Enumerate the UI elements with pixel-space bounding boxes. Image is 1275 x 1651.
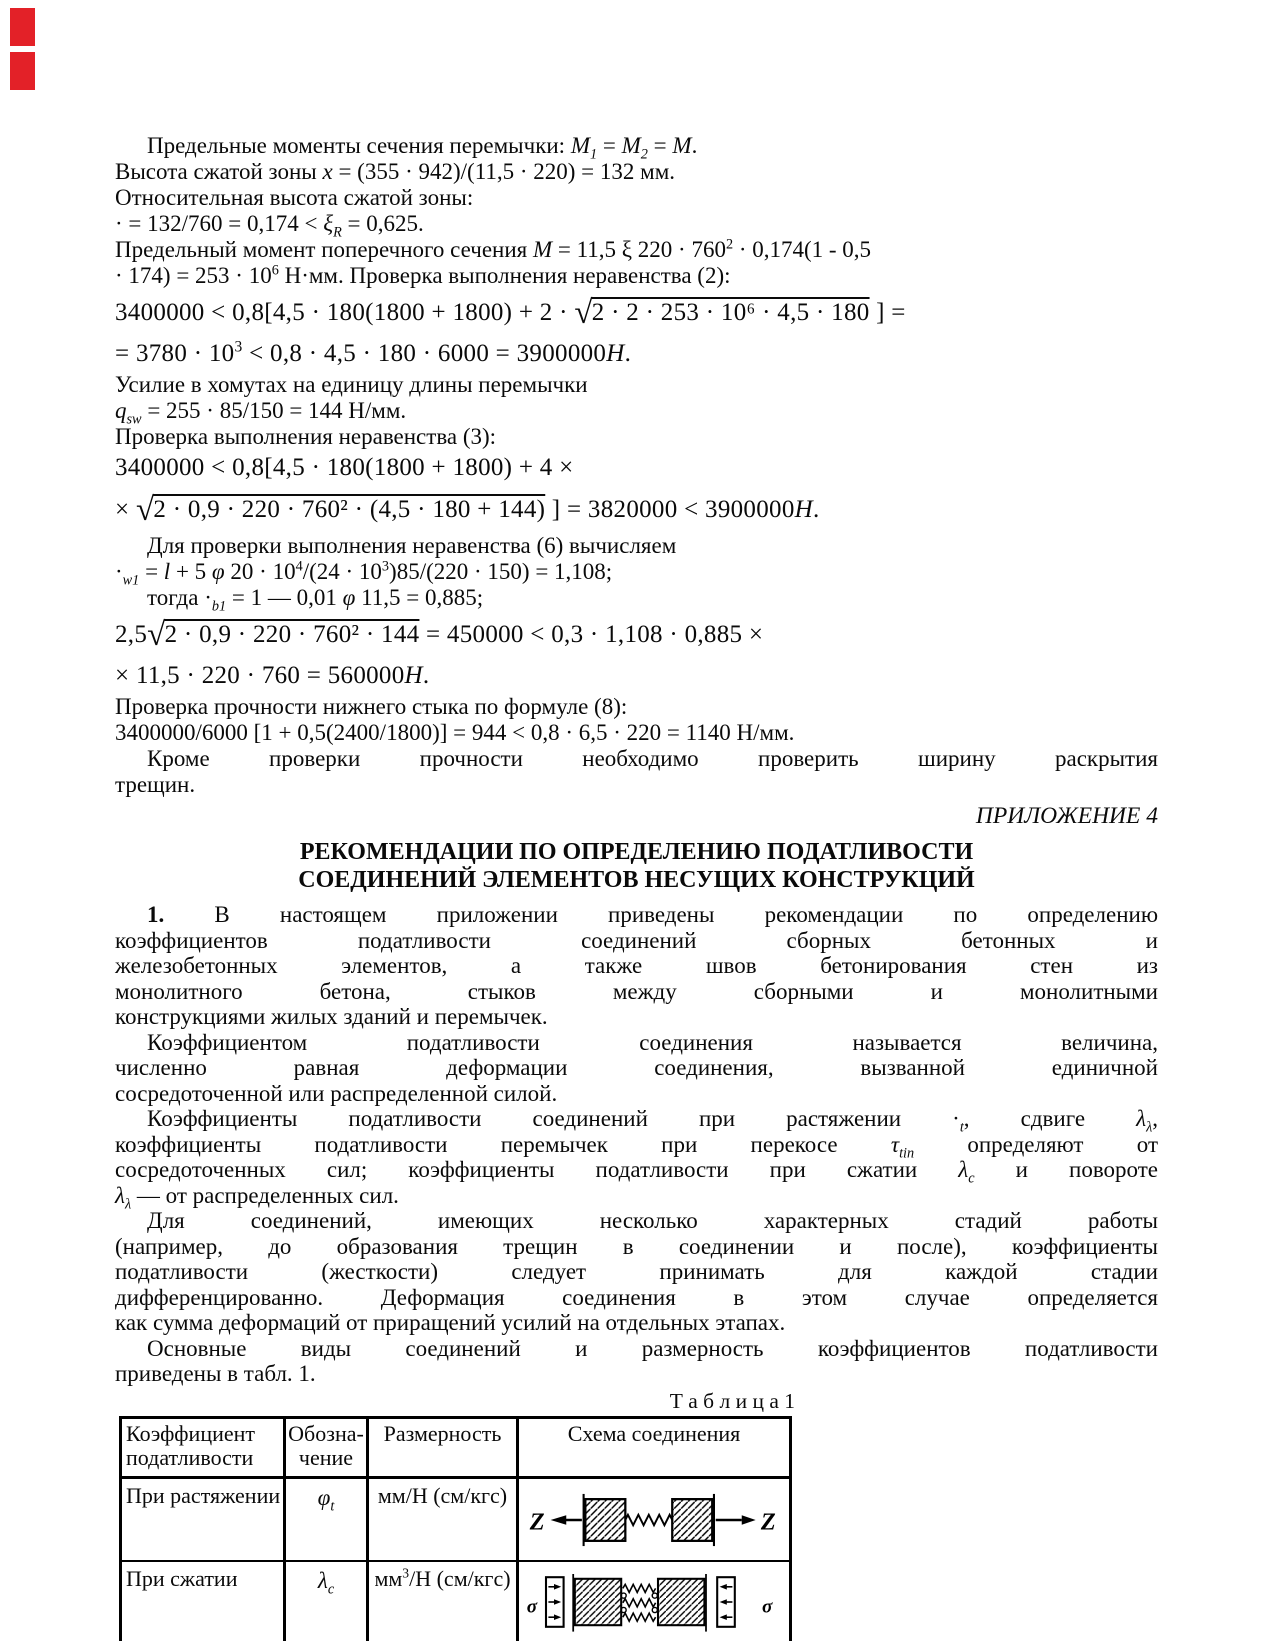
sigma-left-load-plate bbox=[546, 1577, 564, 1627]
paragraph-4-line-3: податливости (жесткости) следует принимать для каждой стадии bbox=[115, 1259, 1158, 1284]
calc-line-3: Относительная высота сжатой зоны: bbox=[115, 185, 474, 210]
calc-line-9: Проверка выполнения неравенства (3): bbox=[115, 424, 497, 449]
paragraph-1-line-5: конструкциями жилых зданий и перемычек. bbox=[115, 1004, 548, 1029]
section-heading-line-1: РЕКОМЕНДАЦИИ ПО ОПРЕДЕЛЕНИЮ ПОДАТЛИВОСТИ bbox=[299, 839, 974, 865]
hatched-block-right bbox=[658, 1579, 704, 1625]
col-header-dimension: Размерность bbox=[369, 1419, 519, 1479]
calc-line-14: 3400000/6000 [1 + 0,5(2400/1800)] = 944 < 0,8 · 6,5 · 220 = 1140 Н/мм. bbox=[115, 720, 795, 745]
row-tension-label: При растяжении bbox=[122, 1479, 286, 1562]
coefficients-table bbox=[119, 1416, 792, 1641]
appendix-label: ПРИЛОЖЕНИЕ 4 bbox=[975, 803, 1158, 829]
z-label-right: Z bbox=[760, 1508, 776, 1536]
paragraph-2-line-2: численно равная деформации соединения, вызванной единичной bbox=[115, 1055, 1158, 1080]
paragraph-4-line-5: как сумма деформаций от приращений усилий на отдельных этапах. bbox=[115, 1310, 786, 1335]
stacked-springs-icon bbox=[621, 1584, 657, 1621]
paragraph-3-line-2: коэффициенты податливости перемычек при перекосе $\tau_{tin}$ определяют от bbox=[115, 1131, 1158, 1162]
row-compression-symbol: $\lambda_c$ bbox=[286, 1562, 369, 1641]
sigma-label-left: σ bbox=[526, 1596, 538, 1618]
formula-inequality-6-line-2: × 11,5 · 220 · 760 = 560000H. bbox=[115, 662, 430, 689]
tension-schema-diagram bbox=[528, 1487, 780, 1553]
paragraph-3-line-1: Коэффициенты податливости соединений при растяжении $\cdot_t$, сдвиге $\lambda_\lambda$, bbox=[147, 1106, 1158, 1136]
calc-line-11: $\cdot_{w1} = l + 5$ φ $20 \cdot 10^4/(24 \cdot 10^3)85/(220 \cdot 150) = 1,108$; bbox=[115, 558, 613, 589]
paragraph-1-line-3: железобетонных элементов, а также швов бетонирования стен из bbox=[115, 953, 1158, 978]
formula-inequality-2-line-2: = $3780 \cdot 10^3 < 0,8 \cdot 4,5 \cdot 180 \cdot 6000 = 3900000H$. bbox=[115, 338, 632, 367]
paragraph-4-line-2: (например, до образования трещин в соединении и после), коэффициенты bbox=[115, 1233, 1158, 1259]
col-header-coefficient: Коэффициент податливости bbox=[122, 1419, 286, 1479]
paragraph-4-line-1: Для соединений, имеющих несколько характерных стадий работы bbox=[147, 1208, 1158, 1233]
calc-line-1: Предельные моменты сечения перемычки: $M_1 = M_2 = M$. bbox=[147, 133, 698, 163]
text-column bbox=[115, 0, 1158, 1641]
hatched-block-right bbox=[672, 1499, 712, 1541]
calc-line-2: Высота сжатой зоны x = (355 · 942)/(11,5 · 220) = 132 мм. bbox=[115, 159, 675, 184]
compression-schema-diagram bbox=[525, 1566, 783, 1638]
calc-line-15: Кроме проверки прочности необходимо проверить ширину раскрытия bbox=[147, 746, 1158, 771]
red-scan-mark-1 bbox=[10, 8, 35, 46]
hatched-block-left bbox=[575, 1579, 621, 1625]
paragraph-1-line-2: коэффициентов податливости соединений сборных бетонных и bbox=[115, 927, 1158, 953]
calc-line-6: · $174) = 253 \cdot 10^6$ Н·мм. Проверка выполнения неравенства (2): bbox=[115, 262, 731, 288]
paragraph-2-line-1: Коэффициентом податливости соединения называется величина, bbox=[147, 1029, 1158, 1055]
sigma-right-load-plate bbox=[717, 1577, 735, 1627]
row-tension-schema-cell bbox=[519, 1479, 789, 1562]
formula-inequality-2-line-1: 3400000 < 0,8[4,5 · 180(1800 + 1800) + 2 · √2 · 2 · 253 · 10⁶ · 4,5 · 180 ] = bbox=[115, 295, 906, 331]
sigma-label-right: σ bbox=[762, 1596, 773, 1618]
paragraph-4-line-4: дифференцированно. Деформация соединения в этом случае определяется bbox=[115, 1284, 1158, 1310]
row-tension-dimension: мм/Н (см/кгс) bbox=[369, 1479, 519, 1562]
calc-line-12: тогда $\cdot_{b1} = 1$ — 0,01 φ 11,5 = 0,885; bbox=[147, 585, 484, 615]
paragraph-5-line-2: приведены в табл. 1. bbox=[115, 1361, 316, 1386]
formula-inequality-3-line-1: 3400000 < 0,8[4,5 · 180(1800 + 1800) + 4 × bbox=[115, 454, 574, 481]
section-heading-line-2: СОЕДИНЕНИЙ ЭЛЕМЕНТОВ НЕСУЩИХ КОНСТРУКЦИЙ bbox=[298, 866, 975, 893]
z-label-left: Z bbox=[529, 1508, 545, 1536]
tension-right-arrow bbox=[716, 1515, 756, 1525]
paragraph-1-line-1: 1. В настоящем приложении приведены рекомендации по определению bbox=[147, 902, 1159, 927]
paragraph-2-line-3: сосредоточенной или распределенной силой. bbox=[115, 1080, 558, 1106]
col-header-schema: Схема соединения bbox=[519, 1419, 789, 1479]
calc-line-10: Для проверки выполнения неравенства (6) вычисляем bbox=[147, 533, 677, 558]
calc-line-5: Предельный момент поперечного сечения M = 11,5 ξ $220 \cdot 760^2 \cdot 0,174(1 - 0,5$ bbox=[115, 236, 872, 262]
spring-icon bbox=[625, 1515, 672, 1525]
paragraph-3-line-4: $\lambda_\lambda$ — от распределенных сил. bbox=[115, 1182, 399, 1213]
calc-line-4: · = $132/760 = 0,174 < \xi_R = 0,625$. bbox=[115, 211, 424, 241]
hatched-block-left bbox=[585, 1499, 625, 1541]
row-compression-schema-cell bbox=[519, 1562, 789, 1641]
formula-inequality-6-line-1: 2,5√2 · 0,9 · 220 · 760² · 144 = 450000 < 0,3 · 1,108 · 0,885 × bbox=[115, 617, 764, 653]
row-compression-label: При сжатии bbox=[122, 1562, 286, 1641]
row-compression-dimension: $мм^3/Н$ (см/кгс) bbox=[369, 1562, 519, 1641]
formula-inequality-3-line-2: × √2 · 0,9 · 220 · 760² · (4,5 · 180 + 144) ] = 3820000 < 3900000H. bbox=[115, 492, 820, 528]
calc-line-13: Проверка прочности нижнего стыка по формуле (8): bbox=[115, 694, 628, 719]
tension-left-arrow bbox=[551, 1515, 582, 1525]
calc-line-16: трещин. bbox=[115, 772, 196, 797]
row-tension-symbol: $\varphi_t$ bbox=[286, 1479, 369, 1562]
calc-line-8: $q_{sw} = 255 \cdot 85/150 = 144$ Н/мм. bbox=[115, 398, 407, 428]
table-caption: Т а б л и ц а 1 bbox=[669, 1388, 795, 1413]
col-header-designation: Обозна- чение bbox=[286, 1419, 369, 1479]
paragraph-3-line-3: сосредоточенных сил; коэффициенты податливости при сжатии $\lambda_c$ и повороте bbox=[115, 1157, 1159, 1187]
red-scan-mark-2 bbox=[10, 52, 35, 90]
paragraph-5-line-1: Основные виды соединений и размерность коэффициентов податливости bbox=[147, 1335, 1158, 1361]
calc-line-7: Усилие в хомутах на единицу длины перемычки bbox=[115, 372, 588, 397]
paragraph-1-line-4: монолитного бетона, стыков между сборными и монолитными bbox=[115, 978, 1158, 1004]
